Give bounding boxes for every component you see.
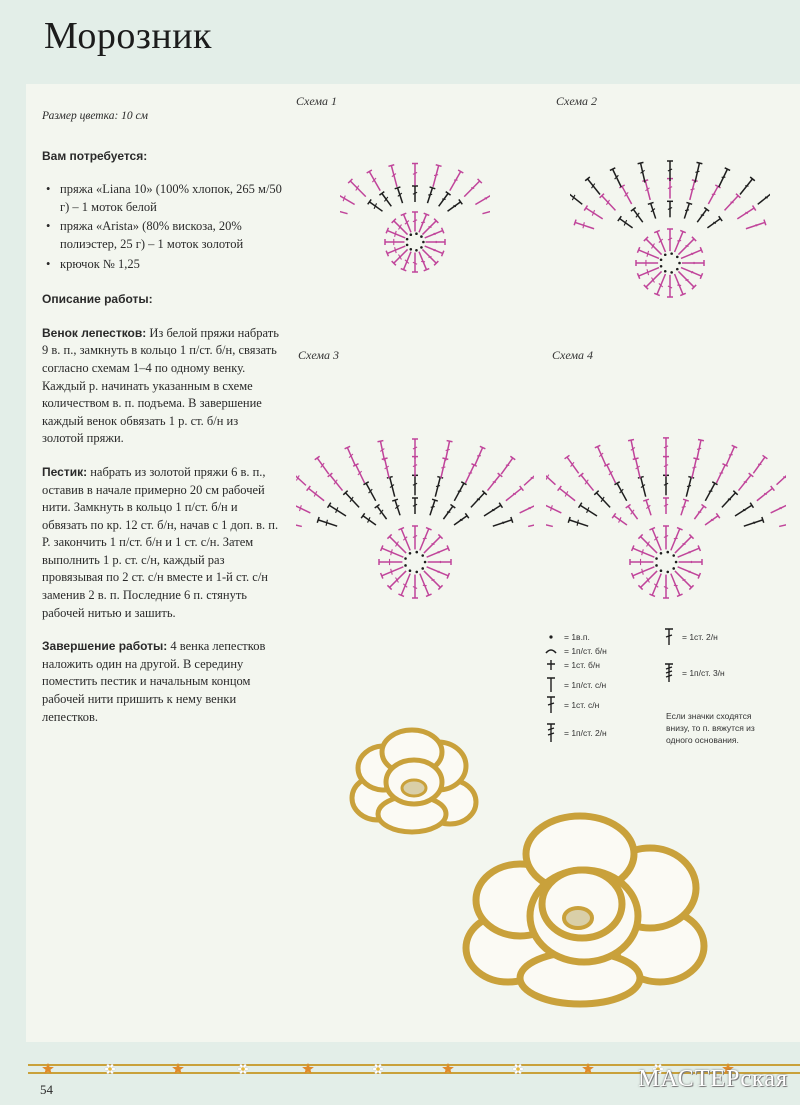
crochet-diagram-1 [340, 100, 490, 280]
half-double-icon [544, 674, 558, 696]
scheme-3-label: Схема 3 [298, 348, 340, 362]
legend-item: = 1в.п. [544, 626, 590, 648]
section-pistil [42, 464, 282, 622]
legend-item: = 1п/ст. с/н [544, 674, 606, 696]
crochet-diagram-3 [296, 356, 534, 606]
legend-item: = 1п/ст. 2/н [544, 722, 607, 744]
section-text: Из белой пряжи набрать 9 в. п., замкнуть в кольцо 1 п/ст. б/н, связать согласно схемам 1–4 по одному венку. Каждый р. начинать указанным в схеме количеством в. п. подъема. В завершение каждый венок обвязать 1 р. ст. б/н из золотой пряжи. [42, 325, 279, 446]
scheme-2-label: Схема 2 [556, 94, 598, 108]
scheme-4-label: Схема 4 [552, 348, 594, 362]
legend-item: = 1п/ст. б/н [544, 640, 607, 662]
legend-note: Если значки сходятся внизу, то п. вяжутся из одного основания. [666, 711, 755, 745]
page-number: 54 [40, 1082, 53, 1097]
legend-item: = 1ст. 2/н [662, 626, 718, 648]
large-flower-image [460, 808, 710, 1008]
materials-list [42, 181, 282, 273]
list-item: • пряжа «Liana 10» (100% хлопок, 265 м/50 г) – 1 моток белой [42, 181, 282, 216]
description-heading: Описание работы: [42, 292, 153, 307]
crochet-diagram-4 [546, 352, 786, 606]
legend-item: = 1ст. с/н [544, 694, 599, 716]
watermark: МАСТЕРская [638, 1066, 788, 1092]
legend-item: = 1ст. б/н [544, 654, 600, 676]
section-heading: Венок лепестков: [42, 325, 147, 340]
list-item: • пряжа «Arista» (80% вискоза, 20% полиэстер, 25 г) – 1 моток золотой [42, 218, 282, 253]
materials-heading: Вам потребуется: [42, 148, 148, 163]
single-crochet-icon [544, 654, 558, 676]
section-text: набрать из золотой пряжи 6 в. п., оставив в начале примерно 20 см рабочей нити. Замкнуть в кольцо 1 п/ст. б/н и обвязать по кр. 12 ст. б/н, начав с 1 доп. в. п. Р. закончить 1 п/ст. б/н и 1 ст. с/н. Затем выполнить 1 р. ст. с/н, каждый раз провязывая по 2 ст. с/н вместе и 1-й ст. с/н заменив 2 в. п. Последние 6 п. стянуть рабочей нитью и зашить. [42, 464, 279, 620]
section-petals [42, 325, 282, 448]
instructions-column [42, 108, 282, 742]
section-heading: Пестик: [42, 464, 88, 479]
double-crochet-icon [544, 694, 558, 716]
triple-treble-icon [662, 662, 676, 684]
scheme-1-label: Схема 1 [296, 94, 338, 108]
double-treble-icon [662, 626, 676, 648]
section-text: 4 венка лепестков наложить один на другой. В середину поместить пестик и начальным концом рабочей нити пришить к нему венки лепестков. [42, 639, 266, 724]
page-title: Морозник [44, 15, 212, 57]
treble-crochet-icon [544, 722, 558, 744]
section-heading: Завершение работы: [42, 639, 168, 654]
crochet-diagram-2 [570, 100, 770, 305]
legend-item: = 1п/ст. 3/н [662, 662, 725, 684]
section-finishing [42, 638, 282, 726]
size-note: Размер цветка: 10 см [42, 110, 148, 122]
list-item: • крючок № 1,25 [42, 256, 282, 274]
